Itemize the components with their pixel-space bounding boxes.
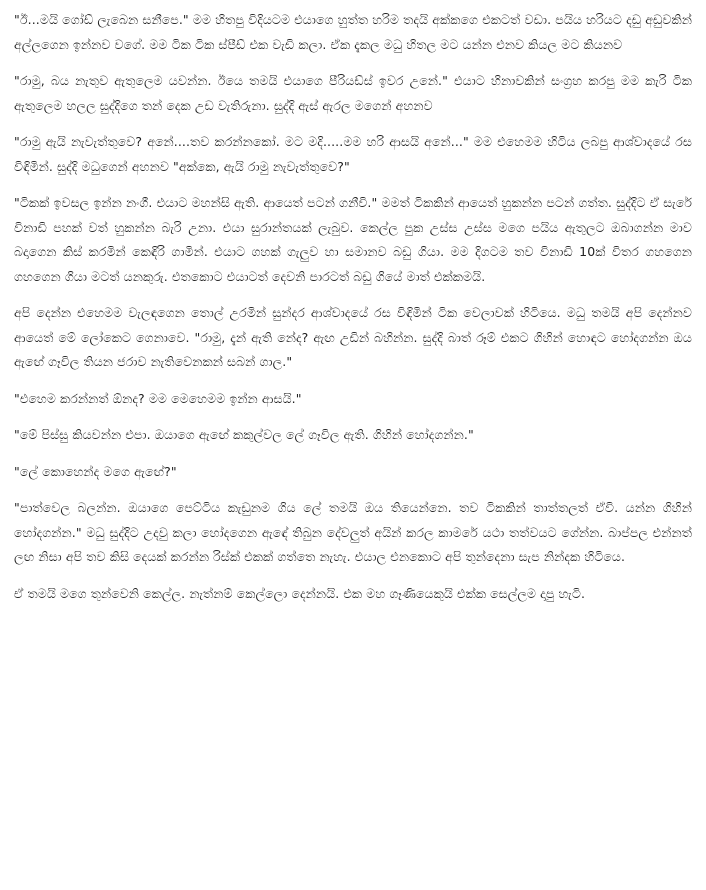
paragraph-3: "රාමු ඇයි නැවැත්තුවෙ? අනේ....තව කරන්නකෝ. මට මදි.....මම හරි ආසයි අනේ..." මම එහෙමම හිටිය ලබපු ආශ්වාදයේ රස විඳිමින්. සුද්දි මධුගෙන් අහනව "අක්කෙ, ඇයි රාමු නැවැත්තුවෙ?" [14,134,692,174]
paragraph-10: ඒ තමයි මගෙ තුන්වෙනි කෙල්ල. නැත්නම් කෙල්ලො දෙන්නයි. එක මහ ගෑණියෙකුයි එක්ක සෙල්ලම දාපු හැටි. [14,585,586,601]
paragraph-5: අපි දෙන්න එහෙමම වැලඳගෙන තොල් උරමින් සුන්දර ආශ්වාදයේ රස විඳිමින් ටික වෙලාවක් හිටියෙ. මධු තමයි අපි දෙන්නව ආයෙත් මේ ලෝකෙට ගෙනාවෙ. "රාමු, දැන් ඇති නේද? ඇඟ උඩින් බහින්න. සුද්දි බාත් රූම් එකට ගිහින් හොඳට හෝදගන්න ඔය ඇඟේ ගෑවිල තියන ජරාව නැතිවෙනකන් සබන් ගාල." [14,305,692,369]
paragraph-6: "එහෙම කරන්නත් ඕනද? මම මෙහෙමම ඉන්න ආසයි." [14,390,302,406]
paragraph-4: "ටිකක් ඉවසල ඉන්න නංගී. එයාට මහන්සි ඇති. ආයෙත් පටන් ගනීවි." මමත් ටිකකින් ආයෙත් හුකන්න පටන් ගත්ත. සුද්දිට ඒ සැරේ විනාඩි පහක් වත් හුකන්න බැරි උනා. එයා සුරාන්තයක් ලැබුව. කෙල්ල පුක උස්ස උස්ස මගෙ පයිය ඇතුලට ඔබාගන්න මාව බදාගෙන කිස් කරමින් කෙඳිරි ගාමින්. එයාට ගහක් ගැලුව හා සමානව බඩු ගියා. මම දිගටම තව විනාඩි 10ක් විතර ගහගෙන ගහගෙන ගියා මටත් යනකුරු. එතකොට එයාටත් දෙවනි පාරටත් බඩු ගියේ මාත් එක්කමයි. [14,195,692,284]
paragraph-8: "ලේ කොහෙන්ද මගෙ ඇඟේ?" [14,463,177,479]
article-body [14,8,692,606]
paragraph-7: "මේ පිස්සු කියවන්න එපා. ඔයාගෙ ඇඟේ කකුල්වල ලේ ගෑවිල ඇති. ගිහින් හෝදගන්න." [14,427,474,442]
paragraph-9: "පාත්වෙල බලන්න. ඔයාගෙ පෙට්ටිය කැඩුනම ගිය ලේ තමයි ඔය තියෙන්නෙ. තව ටිකකින් තාත්තලත් ඒවි. යන්න ගිහින් හෝදගන්න." මධු සුද්දිට උදවු කලා හෝදගෙන ඇඳේ තිබුන දේවලුත් අයින් කරල කාමරේ යථා තත්වයට ගේන්න. බාප්පල එන්නත් ලඟ නිසා අපි තව කිසි දෙයක් කරන්න රිස්ක් එකක් ගත්තෙ නැහැ. එයාල එනකොට අපි තුන්දෙනා සැප නින්දක හිටියෙ. [14,500,692,564]
paragraph-1: "ඊ...මයි ගෝඩ් ලැබෙන සනීපෙ." මම හිතපු විදියටම එයාගෙ හුත්ත හරිම තදයි අක්කගෙ එකටත් වඩා. පයිය හරියට දඩු අඩුවකින් අල්ලගෙන ඉන්නව වගේ. මම ටික ටික ස්පීඩ් එක වැඩි කලා. ඒක දැකල මධු හිතල මට යන්න එනව කියල මට කියනව [14,12,692,52]
paragraph-2: "රාමු, බය නැතුව ඇතුලෙම යවන්න. ඊයෙ තමයි එයාගෙ පීරියඩ්ස් ඉවර උනේ." එයාට හිනාවකින් සංග්‍රහ කරපු මම කැරි ටික ඇතුලෙම හලල සුද්දිගෙ තන් දෙක උඩ වැතිරුනා. සුද්දි ඇස් ඇරල මගෙන් අහනව [14,73,692,113]
